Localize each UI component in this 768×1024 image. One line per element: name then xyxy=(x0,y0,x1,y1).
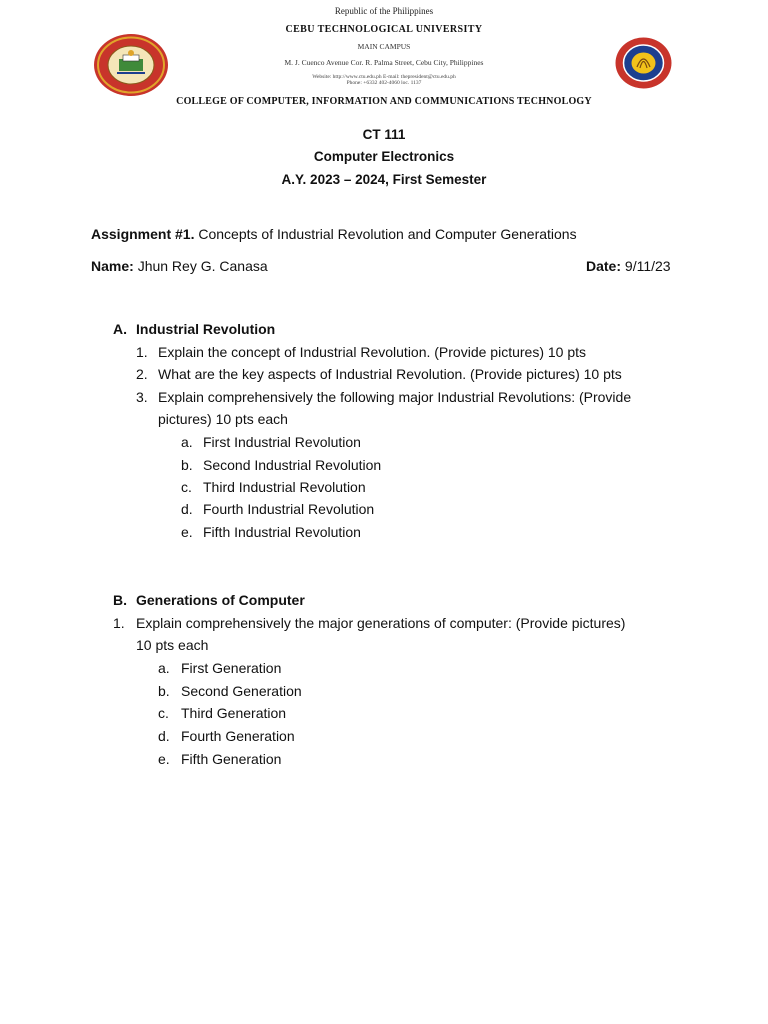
list-item: Explain the concept of Industrial Revolution. (Provide pictures) 10 pts xyxy=(158,344,587,360)
sub-item: Third Industrial Revolution xyxy=(203,479,366,495)
assignment-line xyxy=(91,226,577,242)
phone-line: Phone: +6332 402-4060 loc. 1137 xyxy=(346,80,422,86)
sub-item-letter: c. xyxy=(158,705,169,721)
sub-item-letter: d. xyxy=(158,728,170,744)
sub-item: Fourth Industrial Revolution xyxy=(203,501,375,517)
list-item: What are the key aspects of Industrial Revolution. (Provide pictures) 10 pts xyxy=(158,366,622,382)
website-line: Website: http://www.ctu.edu.ph E-mail: thepresident@ctu.edu.ph xyxy=(312,74,456,80)
course-code: CT 111 xyxy=(362,127,406,142)
university-name: CEBU TECHNOLOGICAL UNIVERSITY xyxy=(285,24,483,35)
name-line xyxy=(91,258,268,274)
address-line: M. J. Cuenco Avenue Cor. R. Palma Street, Cebu City, Philippines xyxy=(284,58,484,67)
assignment-label: Assignment #1. xyxy=(91,226,195,242)
sub-item-letter: b. xyxy=(158,683,170,699)
campus-name: MAIN CAMPUS xyxy=(357,42,411,51)
list-item-number: 2. xyxy=(136,366,148,382)
list-item: Explain comprehensively the major generations of computer: (Provide pictures) xyxy=(136,615,626,631)
date-line xyxy=(586,258,671,274)
sub-item: Fourth Generation xyxy=(181,728,295,744)
sub-item-letter: a. xyxy=(181,434,193,450)
list-item-number: 1. xyxy=(136,344,148,360)
name-value: Jhun Rey G. Canasa xyxy=(137,258,268,274)
list-item: Explain comprehensively the following major Industrial Revolutions: (Provide xyxy=(158,389,632,405)
republic-line: Republic of the Philippines xyxy=(334,6,434,16)
list-item-number: 3. xyxy=(136,389,148,405)
sub-item: First Generation xyxy=(181,660,282,676)
sub-item-letter: c. xyxy=(181,479,192,495)
sub-item: First Industrial Revolution xyxy=(203,434,361,450)
section-a-marker: A. xyxy=(113,321,127,337)
list-item-continuation: 10 pts each xyxy=(136,637,209,653)
sub-item-letter: b. xyxy=(181,457,193,473)
sub-item: Second Generation xyxy=(181,683,302,699)
sub-item-letter: e. xyxy=(181,524,193,540)
list-item-continuation: pictures) 10 pts each xyxy=(158,411,288,427)
sub-item-letter: e. xyxy=(158,751,170,767)
college-name: COLLEGE OF COMPUTER, INFORMATION AND COMMUNICATIONS TECHNOLOGY xyxy=(176,96,592,107)
assignment-title: Concepts of Industrial Revolution and Computer Generations xyxy=(198,226,577,242)
section-b-marker: B. xyxy=(113,592,127,608)
section-b-heading: Generations of Computer xyxy=(136,592,305,608)
sub-item-letter: d. xyxy=(181,501,193,517)
date-value: 9/11/23 xyxy=(624,258,671,274)
sub-item: Fifth Generation xyxy=(181,751,282,767)
section-a-heading: Industrial Revolution xyxy=(136,321,276,337)
sub-item-letter: a. xyxy=(158,660,170,676)
name-label: Name: xyxy=(91,258,134,274)
date-label: Date: xyxy=(586,258,622,274)
list-item-number: 1. xyxy=(113,615,125,631)
academic-term: A.Y. 2023 – 2024, First Semester xyxy=(281,172,487,187)
sub-item: Third Generation xyxy=(181,705,287,721)
sub-item: Fifth Industrial Revolution xyxy=(203,524,361,540)
sub-item: Second Industrial Revolution xyxy=(203,457,382,473)
course-name: Computer Electronics xyxy=(313,149,455,164)
